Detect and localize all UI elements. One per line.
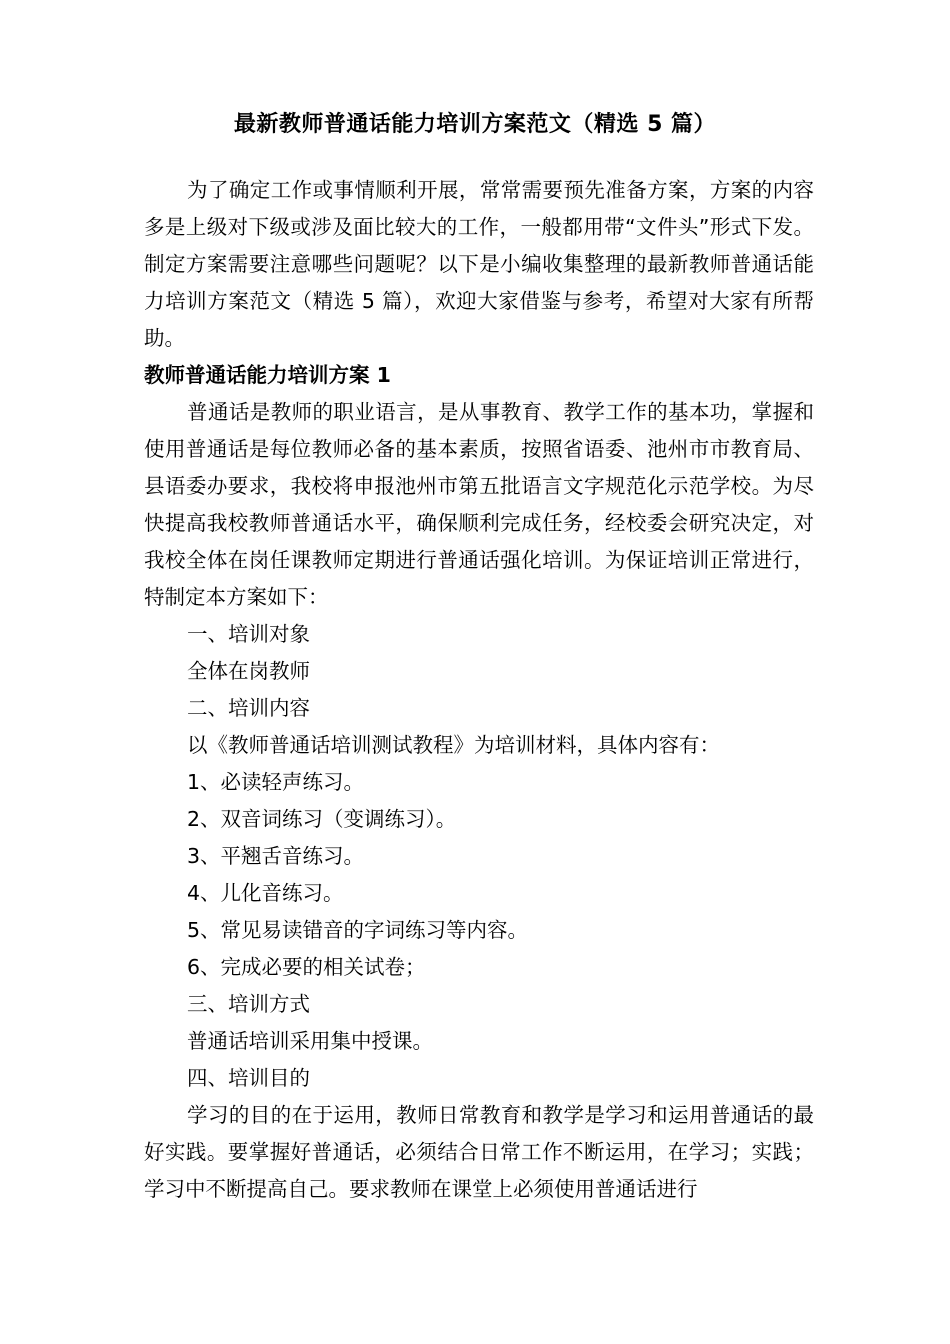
list-item: 4、儿化音练习。 [187, 881, 344, 905]
list-item: 3、平翘舌音练习。 [187, 844, 365, 868]
outline-line: 三、培训方式 [187, 992, 310, 1016]
intro-paragraph: 为了确定工作或事情顺利开展，常常需要预先准备方案，方案的内容多是上级对下级或涉及面比较大的工作，一般都用带“文件头”形式下发。制定方案需要注意哪些问题呢？以下是小编收集整理的最新教师普通话能力培训方案范文（精选 5 篇），欢迎大家借鉴与参考，希望对大家有所帮助。 [144, 178, 814, 350]
section-paragraph: 普通话是教师的职业语言，是从事教育、教学工作的基本功，掌握和使用普通话是每位教师必备的基本素质，按照省语委、池州市市教育局、县语委办要求，我校将申报池州市第五批语言文字规范化示范学校。为尽快提高我校教师普通话水平，确保顺利完成任务，经校委会研究决定，对我校全体在岗任课教师定期进行普通话强化培训。为保证培训正常进行，特制定本方案如下： [144, 400, 814, 609]
final-paragraph: 学习的目的在于运用，教师日常教育和教学是学习和运用普通话的最好实践。要掌握好普通话，必须结合日常工作不断运用，在学习；实践；学习中不断提高自己。要求教师在课堂上必须使用普通话进行 [144, 1103, 814, 1201]
outline-line: 全体在岗教师 [187, 659, 310, 683]
section-heading: 教师普通话能力培训方案 1 [144, 363, 391, 387]
outline-line: 二、培训内容 [187, 696, 310, 720]
outline-line: 以《教师普通话培训测试教程》为培训材料，具体内容有： [187, 733, 720, 757]
outline-line: 一、培训对象 [187, 622, 310, 646]
list-item: 2、双音词练习（变调练习）。 [187, 807, 457, 831]
document-body [144, 172, 814, 1208]
list-item: 6、完成必要的相关试卷； [187, 955, 426, 979]
list-item: 5、常见易读错音的字词练习等内容。 [187, 918, 529, 942]
document-title: 最新教师普通话能力培训方案范文（精选 5 篇） [233, 112, 717, 137]
outline-line: 四、培训目的 [187, 1066, 310, 1090]
list-item: 1、必读轻声练习。 [187, 770, 365, 794]
outline-line: 普通话培训采用集中授课。 [187, 1029, 433, 1053]
